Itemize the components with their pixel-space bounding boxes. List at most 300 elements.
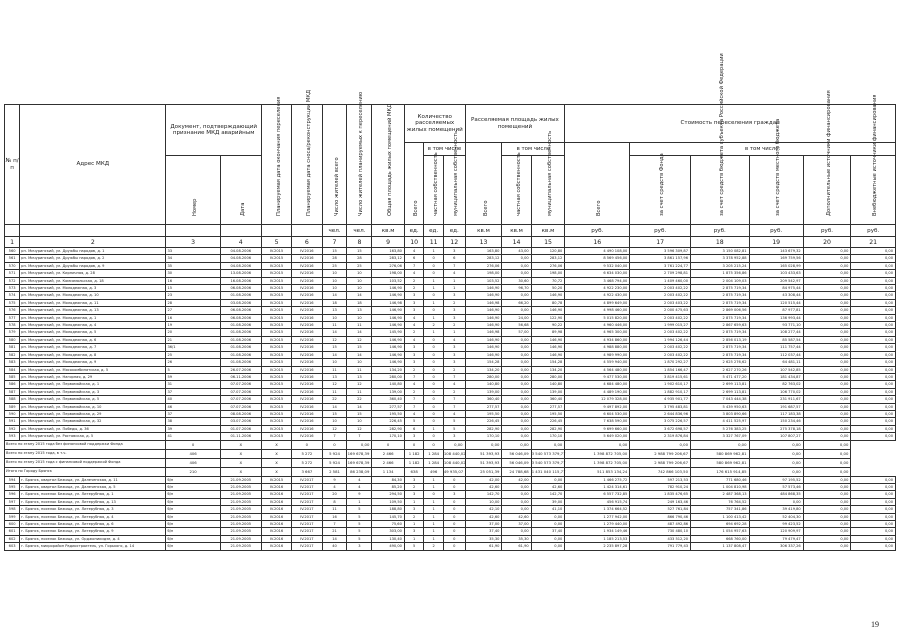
table-cell: IV.2016 bbox=[292, 418, 322, 425]
table-cell: 283,12 bbox=[531, 255, 565, 262]
table-cell: 3 bbox=[404, 476, 424, 483]
table-cell: 146,90 bbox=[465, 285, 502, 292]
table-cell: 283,12 bbox=[465, 255, 502, 262]
table-cell: 0,00 bbox=[851, 506, 896, 513]
table-cell: 277,57 bbox=[531, 403, 565, 410]
table-cell: 4 bbox=[404, 336, 424, 343]
table-cell: 0,00 bbox=[803, 396, 851, 403]
table-cell: 0,00 bbox=[803, 255, 851, 262]
table-cell: 527 761,84 bbox=[630, 506, 691, 513]
total-cell: 1 182 bbox=[404, 458, 424, 467]
table-cell: 4 684 480,00 bbox=[565, 381, 630, 388]
table-cell: 277,57 bbox=[372, 403, 405, 410]
table-cell: 39,00 bbox=[531, 498, 565, 505]
table-row bbox=[5, 476, 896, 483]
table-cell: 28 bbox=[322, 255, 347, 262]
table-cell: 41,10 bbox=[531, 506, 565, 513]
table-cell: 1 bbox=[424, 277, 444, 284]
table-cell: 0,00 bbox=[851, 521, 896, 528]
table-cell: 154,28 bbox=[531, 359, 565, 366]
total-cell: 1 182 bbox=[404, 449, 424, 458]
page-number: 19 bbox=[871, 620, 879, 629]
table-cell: 103,52 bbox=[465, 277, 502, 284]
table-cell: 42,00 bbox=[502, 476, 531, 483]
table-cell: 589 bbox=[5, 403, 20, 410]
table-cell: IV.2015 bbox=[261, 373, 291, 380]
table-cell: 0,00 bbox=[803, 476, 851, 483]
table-cell: 582 bbox=[5, 351, 20, 358]
column-number-cell: 17 bbox=[630, 237, 691, 248]
table-cell: 7 638 590,00 bbox=[565, 418, 630, 425]
table-cell: IV.2016 bbox=[292, 255, 322, 262]
table-cell: 1 bbox=[347, 498, 372, 505]
table-cell: 1 bbox=[404, 521, 424, 528]
table-cell: 3 bbox=[404, 528, 424, 535]
table-cell: 9 bbox=[322, 476, 347, 483]
table-cell: 5 649 020,00 bbox=[565, 433, 630, 440]
table-cell: 1 466 275,72 bbox=[565, 476, 630, 483]
table-cell: 0,00 bbox=[803, 292, 851, 299]
table-cell: 1 bbox=[424, 528, 444, 535]
table-cell: 22 bbox=[322, 396, 347, 403]
table-cell: IV.2015 bbox=[261, 366, 291, 373]
table-cell: 23 bbox=[166, 292, 220, 299]
table-cell: 3 672 698,57 bbox=[630, 425, 691, 432]
total-cell: 511 853 134,24 bbox=[565, 467, 630, 476]
table-cell: 0,00 bbox=[851, 418, 896, 425]
table-cell: 0,00 bbox=[803, 373, 851, 380]
table-cell: 181 434,87 bbox=[749, 373, 803, 380]
table-cell: 40 bbox=[322, 543, 347, 550]
table-cell: 0,00 bbox=[502, 262, 531, 269]
table-cell: 76 764,52 bbox=[691, 498, 750, 505]
table-cell: 2 003 402,22 bbox=[630, 292, 691, 299]
table-cell: 1 bbox=[424, 483, 444, 490]
table-cell: 5 bbox=[443, 425, 465, 432]
table-cell: IV.2017 bbox=[292, 506, 322, 513]
table-cell: 0 bbox=[443, 498, 465, 505]
table-cell: 3 bbox=[347, 543, 372, 550]
table-cell: IV.2015 bbox=[261, 388, 291, 395]
table-cell: 0,00 bbox=[502, 373, 531, 380]
table-cell: 303,00 bbox=[372, 528, 405, 535]
table-cell: 4 bbox=[347, 483, 372, 490]
table-cell: 0 bbox=[424, 351, 444, 358]
table-cell: 1 870 292,27 bbox=[630, 359, 691, 366]
table-cell: 2 319 876,84 bbox=[630, 433, 691, 440]
table-cell: 0,00 bbox=[851, 262, 896, 269]
table-cell: 5 471 477,20 bbox=[691, 373, 750, 380]
table-cell: 571 bbox=[5, 270, 20, 277]
table-cell: 13 bbox=[347, 373, 372, 380]
table-cell: 0 bbox=[443, 513, 465, 520]
table-cell: 111 757,44 bbox=[749, 344, 803, 351]
table-cell: 579 bbox=[5, 329, 20, 336]
table-cell: 40 bbox=[166, 396, 220, 403]
table-cell: 11 bbox=[322, 388, 347, 395]
table-cell: IV.2016 bbox=[292, 277, 322, 284]
table-cell: 4 bbox=[322, 483, 347, 490]
table-cell: 0,00 bbox=[749, 498, 803, 505]
table-cell: 9 532 040,00 bbox=[565, 262, 630, 269]
table-cell: 01.11.2006 bbox=[220, 433, 261, 440]
total-cell: 2 466 bbox=[372, 449, 405, 458]
table-row bbox=[5, 425, 896, 432]
table-cell: 573 bbox=[5, 285, 20, 292]
table-cell: 145,90 bbox=[372, 329, 405, 336]
total-cell: 0,00 bbox=[803, 440, 851, 449]
table-cell: IV.2016 bbox=[292, 373, 322, 380]
table-cell: 2 875 719,34 bbox=[691, 285, 750, 292]
table-row bbox=[5, 277, 896, 284]
total-cell: 5 272 bbox=[292, 458, 322, 467]
total-cell: 0 bbox=[372, 440, 405, 449]
table-row bbox=[5, 351, 896, 358]
table-cell: 122,90 bbox=[531, 314, 565, 321]
table-cell: 0,00 bbox=[803, 491, 851, 498]
table-cell: 140,80 bbox=[531, 381, 565, 388]
table-cell: 30,60 bbox=[502, 277, 531, 284]
table-cell: 37,00 bbox=[465, 521, 502, 528]
table-cell: 24,00 bbox=[502, 314, 531, 321]
table-cell: 3 075 226,57 bbox=[630, 418, 691, 425]
column-number-cell: 19 bbox=[749, 237, 803, 248]
table-cell: 7 bbox=[322, 521, 347, 528]
table-cell: 03.08.2006 bbox=[220, 299, 261, 306]
unit-cell bbox=[5, 225, 20, 237]
table-cell: 28 bbox=[347, 255, 372, 262]
table-cell: 2 003 402,22 bbox=[630, 351, 691, 358]
table-row bbox=[5, 535, 896, 542]
table-cell: г. Брянск, поселок Бежица, ул. Литерубная, д. 9 bbox=[20, 528, 166, 535]
table-cell: б/н bbox=[166, 506, 220, 513]
table-cell: IV.2015 bbox=[261, 396, 291, 403]
table-cell: IV.2016 bbox=[292, 381, 322, 388]
table-cell: 5 bbox=[347, 521, 372, 528]
header-number-col: № п/п bbox=[5, 105, 20, 225]
table-cell: 2 bbox=[404, 277, 424, 284]
table-cell: IV.2015 bbox=[261, 307, 291, 314]
table-cell: 18 bbox=[347, 299, 372, 306]
header-area-incl: в том числе bbox=[502, 143, 565, 156]
table-cell: 14 bbox=[347, 403, 372, 410]
table-cell: 31 bbox=[166, 381, 220, 388]
table-cell: 11 bbox=[347, 388, 372, 395]
table-cell: 560 bbox=[5, 248, 20, 255]
table-cell: IV.2016 bbox=[292, 351, 322, 358]
table-cell: 2 bbox=[443, 322, 465, 329]
table-cell: 12 bbox=[347, 425, 372, 432]
table-cell: 580 bbox=[5, 336, 20, 343]
table-cell: 01.08.2006 bbox=[220, 336, 261, 343]
table-cell: 108 277,44 bbox=[749, 329, 803, 336]
total-cell: 86 238,09 bbox=[347, 467, 372, 476]
table-cell: 75,60 bbox=[372, 521, 405, 528]
table-cell: 0,00 bbox=[851, 299, 896, 306]
table-cell: 0,00 bbox=[851, 491, 896, 498]
table-cell: 2 bbox=[443, 388, 465, 395]
table-cell: IV.2017 bbox=[292, 491, 322, 498]
table-cell: 4 bbox=[443, 336, 465, 343]
table-cell: 5 276 383,25 bbox=[691, 425, 750, 432]
table-cell: IV.2016 bbox=[292, 425, 322, 432]
table-cell: 0 bbox=[424, 262, 444, 269]
table-cell: 1 bbox=[424, 329, 444, 336]
table-cell: 26 bbox=[166, 359, 220, 366]
table-cell: IV.2016 bbox=[292, 359, 322, 366]
table-cell: 14 bbox=[347, 329, 372, 336]
table-cell: 2 bbox=[404, 513, 424, 520]
table-cell: 1 854 166,47 bbox=[630, 366, 691, 373]
total-cell: 24 788,68 bbox=[502, 467, 531, 476]
table-cell: 7 bbox=[404, 396, 424, 403]
table-cell: 0,00 bbox=[851, 322, 896, 329]
table-cell: 2 709 298,81 bbox=[630, 270, 691, 277]
table-cell: 282,90 bbox=[372, 425, 405, 432]
table-cell: 1 bbox=[443, 329, 465, 336]
table-cell: г. Брянск, поселок Бежица, ул. Литерубная, д. 4 bbox=[20, 513, 166, 520]
table-cell: IV.2016 bbox=[261, 521, 291, 528]
table-cell: 10 bbox=[322, 314, 347, 321]
table-cell: 0 bbox=[443, 483, 465, 490]
table-cell: 146,90 bbox=[372, 285, 405, 292]
table-cell: 0,00 bbox=[851, 543, 896, 550]
table-cell: рп. Мичуринский, ул. Первомайская, д. 5 bbox=[20, 396, 166, 403]
table-cell: 1 bbox=[404, 535, 424, 542]
unit-cell: ед. bbox=[443, 225, 465, 237]
table-cell: 146,90 bbox=[531, 351, 565, 358]
table-cell: IV.2015 bbox=[261, 299, 291, 306]
column-number-cell: 14 bbox=[502, 237, 531, 248]
table-cell: 2 bbox=[404, 388, 424, 395]
table-cell: 0,00 bbox=[803, 483, 851, 490]
table-cell: IV.2015 bbox=[261, 285, 291, 292]
table-cell: 146,90 bbox=[465, 336, 502, 343]
header-cost-group: Стоимость переселения граждан bbox=[565, 105, 896, 143]
table-cell: 456 915,74 bbox=[565, 498, 630, 505]
table-cell: 360,40 bbox=[465, 396, 502, 403]
table-cell: 89,98 bbox=[531, 329, 565, 336]
table-cell: 06.08.2006 bbox=[220, 307, 261, 314]
column-number-cell: 2 bbox=[20, 237, 166, 248]
table-cell: IV.2015 bbox=[261, 351, 291, 358]
table-cell: IV.2016 bbox=[292, 248, 322, 255]
table-cell: 9 bbox=[347, 491, 372, 498]
total-cell: 2 581 bbox=[322, 467, 347, 476]
table-cell: 294,50 bbox=[372, 491, 405, 498]
table-cell: 0,00 bbox=[803, 418, 851, 425]
column-number-cell: 20 bbox=[803, 237, 851, 248]
total-cell: 496 bbox=[424, 467, 444, 476]
table-cell: 0,00 bbox=[851, 528, 896, 535]
table-cell: 61,90 bbox=[465, 543, 502, 550]
table-row bbox=[5, 483, 896, 490]
table-cell: 280,00 bbox=[465, 373, 502, 380]
table-cell: 03.07.2006 bbox=[220, 418, 261, 425]
table-cell: 36/1 bbox=[166, 344, 220, 351]
table-cell: 0,00 bbox=[502, 381, 531, 388]
table-cell: 07.07.2006 bbox=[220, 396, 261, 403]
table-cell: 12 079 328,00 bbox=[565, 396, 630, 403]
total-cell: 0,00 bbox=[803, 449, 851, 458]
table-cell: 10 bbox=[347, 418, 372, 425]
table-cell: 581 bbox=[5, 344, 20, 351]
table-cell: 14 bbox=[322, 329, 347, 336]
table-cell: 0,00 bbox=[851, 255, 896, 262]
table-cell: 9 477 530,00 bbox=[565, 373, 630, 380]
table-cell: 276,06 bbox=[465, 262, 502, 269]
table-cell: 06.11.2006 bbox=[220, 373, 261, 380]
table-cell: 140,80 bbox=[372, 381, 405, 388]
table-cell: 0,00 bbox=[531, 535, 565, 542]
table-cell: 26.07.2006 bbox=[220, 366, 261, 373]
table-cell: IV.2015 bbox=[261, 410, 291, 417]
table-cell: 42,60 bbox=[531, 483, 565, 490]
table-row bbox=[5, 528, 896, 535]
total-cell: 638 bbox=[404, 467, 424, 476]
table-cell: 0,00 bbox=[851, 307, 896, 314]
table-cell: 0,00 bbox=[502, 433, 531, 440]
table-cell: 0,00 bbox=[803, 388, 851, 395]
total-cell: Х bbox=[261, 449, 291, 458]
total-label: Итого по Городу Брянск bbox=[5, 467, 166, 476]
table-cell: 4 965 300,00 bbox=[565, 329, 630, 336]
table-cell: б/н bbox=[166, 491, 220, 498]
table-cell: 2 699 113,81 bbox=[691, 381, 750, 388]
header-residents: Число жителей всего bbox=[322, 105, 347, 225]
table-cell: IV.2016 bbox=[292, 344, 322, 351]
total-cell: 5 272 bbox=[292, 449, 322, 458]
table-row bbox=[5, 396, 896, 403]
table-cell: 35,30 bbox=[502, 535, 531, 542]
table-cell: 0,00 bbox=[502, 255, 531, 262]
table-cell: 0,00 bbox=[502, 292, 531, 299]
table-cell: 12 bbox=[347, 381, 372, 388]
table-cell: 20 bbox=[166, 329, 220, 336]
table-cell: 3 bbox=[404, 359, 424, 366]
table-cell: 598 bbox=[5, 506, 20, 513]
table-cell: IV.2016 bbox=[292, 262, 322, 269]
table-cell: 1 875 356,86 bbox=[691, 270, 750, 277]
table-cell: 3 bbox=[443, 351, 465, 358]
table-cell: 0,00 bbox=[502, 359, 531, 366]
column-number-cell: 5 bbox=[261, 237, 291, 248]
total-cell: Х bbox=[220, 449, 261, 458]
total-row bbox=[5, 467, 896, 476]
unit-cell: руб. bbox=[691, 225, 750, 237]
table-cell: 0,00 bbox=[851, 277, 896, 284]
table-cell: 1 bbox=[443, 285, 465, 292]
table-cell: 3 bbox=[443, 344, 465, 351]
table-cell: 37,40 bbox=[465, 528, 502, 535]
table-cell: 107 542,85 bbox=[749, 366, 803, 373]
table-cell: IV.2015 bbox=[261, 403, 291, 410]
table-cell: 13 bbox=[322, 307, 347, 314]
table-cell: 1 bbox=[443, 277, 465, 284]
table-row bbox=[5, 255, 896, 262]
table-cell: 3 bbox=[443, 491, 465, 498]
table-cell: 20 bbox=[322, 491, 347, 498]
total-row bbox=[5, 440, 896, 449]
table-cell: г. Брянск, микрорайон Радиостроитель, ул. Горького, д. 14 bbox=[20, 543, 166, 550]
table-cell: 2 867 659,63 bbox=[691, 322, 750, 329]
table-cell: IV.2016 bbox=[292, 329, 322, 336]
table-cell: 04.08.2006 bbox=[220, 248, 261, 255]
table-cell: рп. Мичуринский, ул. Молодежная, д. 4 bbox=[20, 322, 166, 329]
total-cell: 169 678,39 bbox=[347, 458, 372, 467]
total-cell: 210 bbox=[166, 467, 220, 476]
table-cell: 146,90 bbox=[372, 322, 405, 329]
table-cell: IV.2015 bbox=[261, 476, 291, 483]
table-cell: 2 bbox=[404, 483, 424, 490]
table-cell: 0,00 bbox=[502, 307, 531, 314]
table-cell: 0,00 bbox=[502, 344, 531, 351]
table-cell: 0 bbox=[443, 521, 465, 528]
table-cell: 3 861 157,96 bbox=[630, 255, 691, 262]
table-cell: 146,90 bbox=[465, 292, 502, 299]
column-number-cell: 7 bbox=[322, 237, 347, 248]
table-cell: 226,45 bbox=[372, 418, 405, 425]
header-planned-demolish: Планируемая дата сноса/реконструкции МКД bbox=[292, 105, 322, 225]
table-cell: 3 bbox=[404, 506, 424, 513]
total-cell: 580 869 962,81 bbox=[691, 458, 750, 467]
table-cell: 25 bbox=[347, 262, 372, 269]
table-cell: 0,00 bbox=[803, 403, 851, 410]
table-row bbox=[5, 322, 896, 329]
table-cell: 13.08.2006 bbox=[220, 270, 261, 277]
table-cell: рп. Мичуринский, ул. Молодежная, д. 5 bbox=[20, 329, 166, 336]
table-cell: 1 185 213,53 bbox=[565, 535, 630, 542]
table-cell: рп. Мичуринский, ул. Молодежная, д. 7 bbox=[20, 344, 166, 351]
table-cell: 170,10 bbox=[465, 433, 502, 440]
table-cell: 0,00 bbox=[502, 528, 531, 535]
header-doc-number: Номер bbox=[166, 156, 220, 225]
table-cell: IV.2015 bbox=[261, 418, 291, 425]
table-cell: 0,00 bbox=[851, 248, 896, 255]
table-cell: 139,00 bbox=[531, 388, 565, 395]
table-cell: 0,00 bbox=[803, 351, 851, 358]
table-cell: 5 015 820,00 bbox=[565, 314, 630, 321]
table-cell: 574 bbox=[5, 292, 20, 299]
table-cell: 42,60 bbox=[502, 513, 531, 520]
table-cell: 0,00 bbox=[803, 410, 851, 417]
table-row bbox=[5, 329, 896, 336]
table-cell: 757 341,86 bbox=[691, 506, 750, 513]
table-cell: 3 327 767,09 bbox=[691, 433, 750, 440]
table-cell: 11 bbox=[347, 322, 372, 329]
table-cell: IV.2016 bbox=[261, 506, 291, 513]
table-cell: 42,10 bbox=[465, 506, 502, 513]
table-cell: 0 bbox=[424, 491, 444, 498]
table-cell: 80,78 bbox=[531, 299, 565, 306]
table-cell: 01.08.2006 bbox=[220, 351, 261, 358]
table-cell: 0,00 bbox=[851, 366, 896, 373]
table-cell: 0 bbox=[424, 388, 444, 395]
unit-cell: ед. bbox=[404, 225, 424, 237]
table-cell: 21.09.2005 bbox=[220, 535, 261, 542]
table-cell: 14 bbox=[322, 535, 347, 542]
total-cell: Х bbox=[220, 467, 261, 476]
table-cell: 3 bbox=[443, 292, 465, 299]
table-cell: 306 337,26 bbox=[749, 543, 803, 550]
header-area-municipal: муниципальная собственность bbox=[531, 156, 565, 225]
table-cell: IV.2016 bbox=[292, 307, 322, 314]
table-cell: 433 512,20 bbox=[630, 535, 691, 542]
table-cell: 146,90 bbox=[372, 359, 405, 366]
table-cell: 4 935 901,77 bbox=[630, 396, 691, 403]
table-cell: 360,40 bbox=[531, 396, 565, 403]
table-cell: 6 634 030,00 bbox=[565, 270, 630, 277]
